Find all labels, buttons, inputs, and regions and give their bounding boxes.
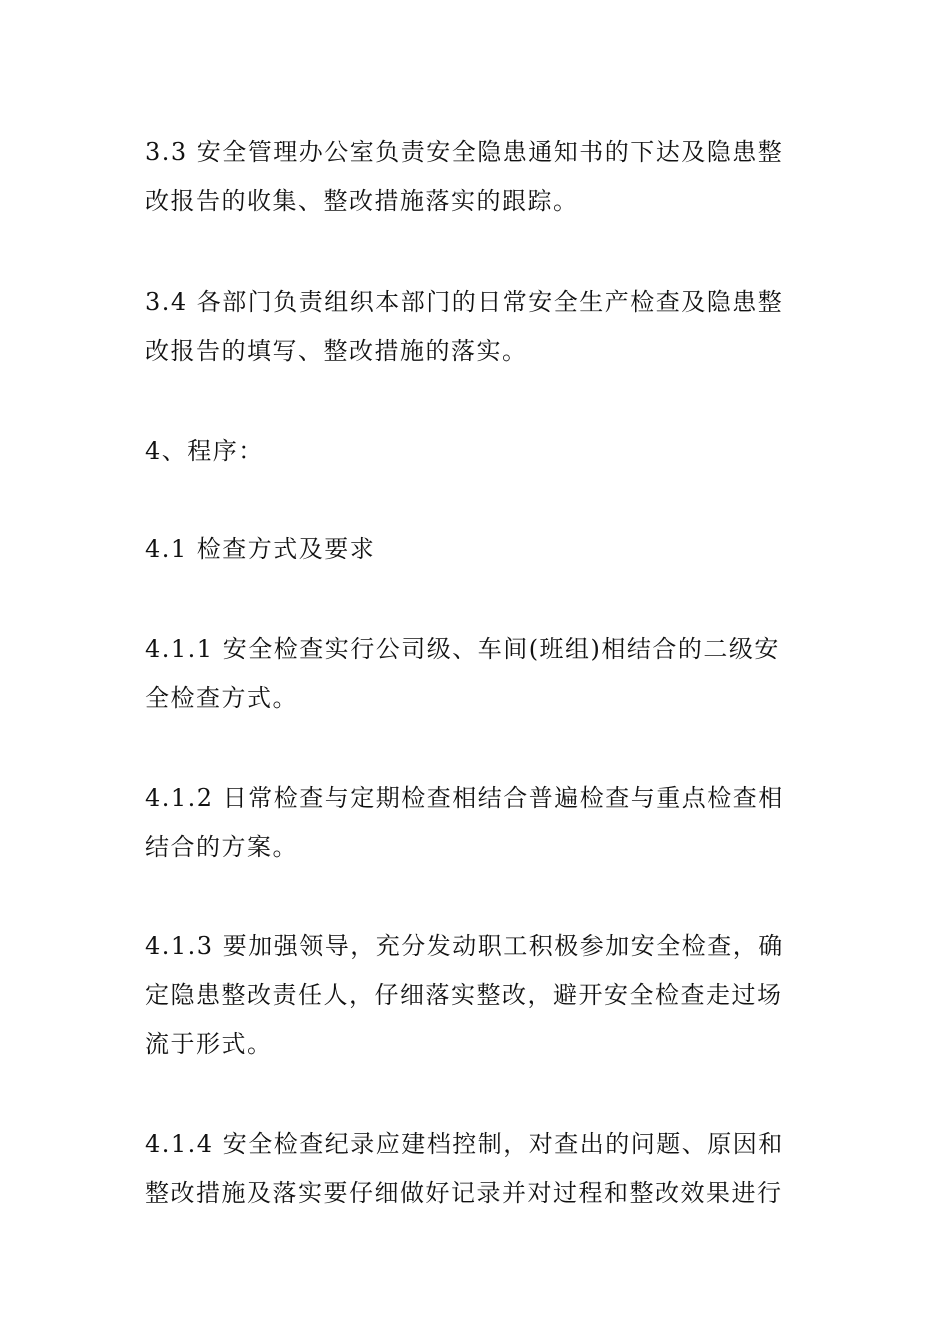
section-heading-4: [145, 427, 810, 476]
paragraph-line: 4.1 检查方式及要求: [145, 535, 376, 563]
paragraph-line: 改报告的填写、整改措施的落实。: [145, 337, 528, 365]
paragraph-line: 4.1.4 安全检查纪录应建档控制，对查出的问题、原因和: [145, 1130, 784, 1158]
paragraph-line: 4.1.2 日常检查与定期检查相结合普遍检查与重点检查相: [145, 784, 784, 812]
paragraph-line: 定隐患整改责任人，仔细落实整改，避开安全检查走过场: [145, 981, 783, 1009]
paragraph-4-1-2: [145, 774, 810, 872]
paragraph-3-3: [145, 128, 810, 226]
paragraph-4-1-4: [145, 1120, 810, 1218]
section-heading-4-1: [145, 525, 810, 574]
paragraph-line: 4.1.3 要加强领导，充分发动职工积极参加安全检查，确: [145, 932, 784, 960]
paragraph-line: 结合的方案。: [145, 833, 298, 861]
paragraph-4-1-3: [145, 922, 810, 1069]
paragraph-line: 流于形式。: [145, 1030, 273, 1058]
paragraph-line: 整改措施及落实要仔细做好记录并对过程和整改效果进行: [145, 1179, 783, 1207]
paragraph-line: 全检查方式。: [145, 684, 298, 712]
paragraph-line: 4.1.1 安全检查实行公司级、车间(班组)相结合的二级安: [145, 635, 780, 663]
paragraph-4-1-1: [145, 625, 810, 723]
paragraph-line: 改报告的收集、整改措施落实的跟踪。: [145, 187, 579, 215]
paragraph-3-4: [145, 278, 810, 376]
paragraph-line: 3.4 各部门负责组织本部门的日常安全生产检查及隐患整: [145, 288, 784, 316]
paragraph-line: 3.3 安全管理办公室负责安全隐患通知书的下达及隐患整: [145, 138, 784, 166]
paragraph-line: 4、程序：: [145, 437, 264, 465]
